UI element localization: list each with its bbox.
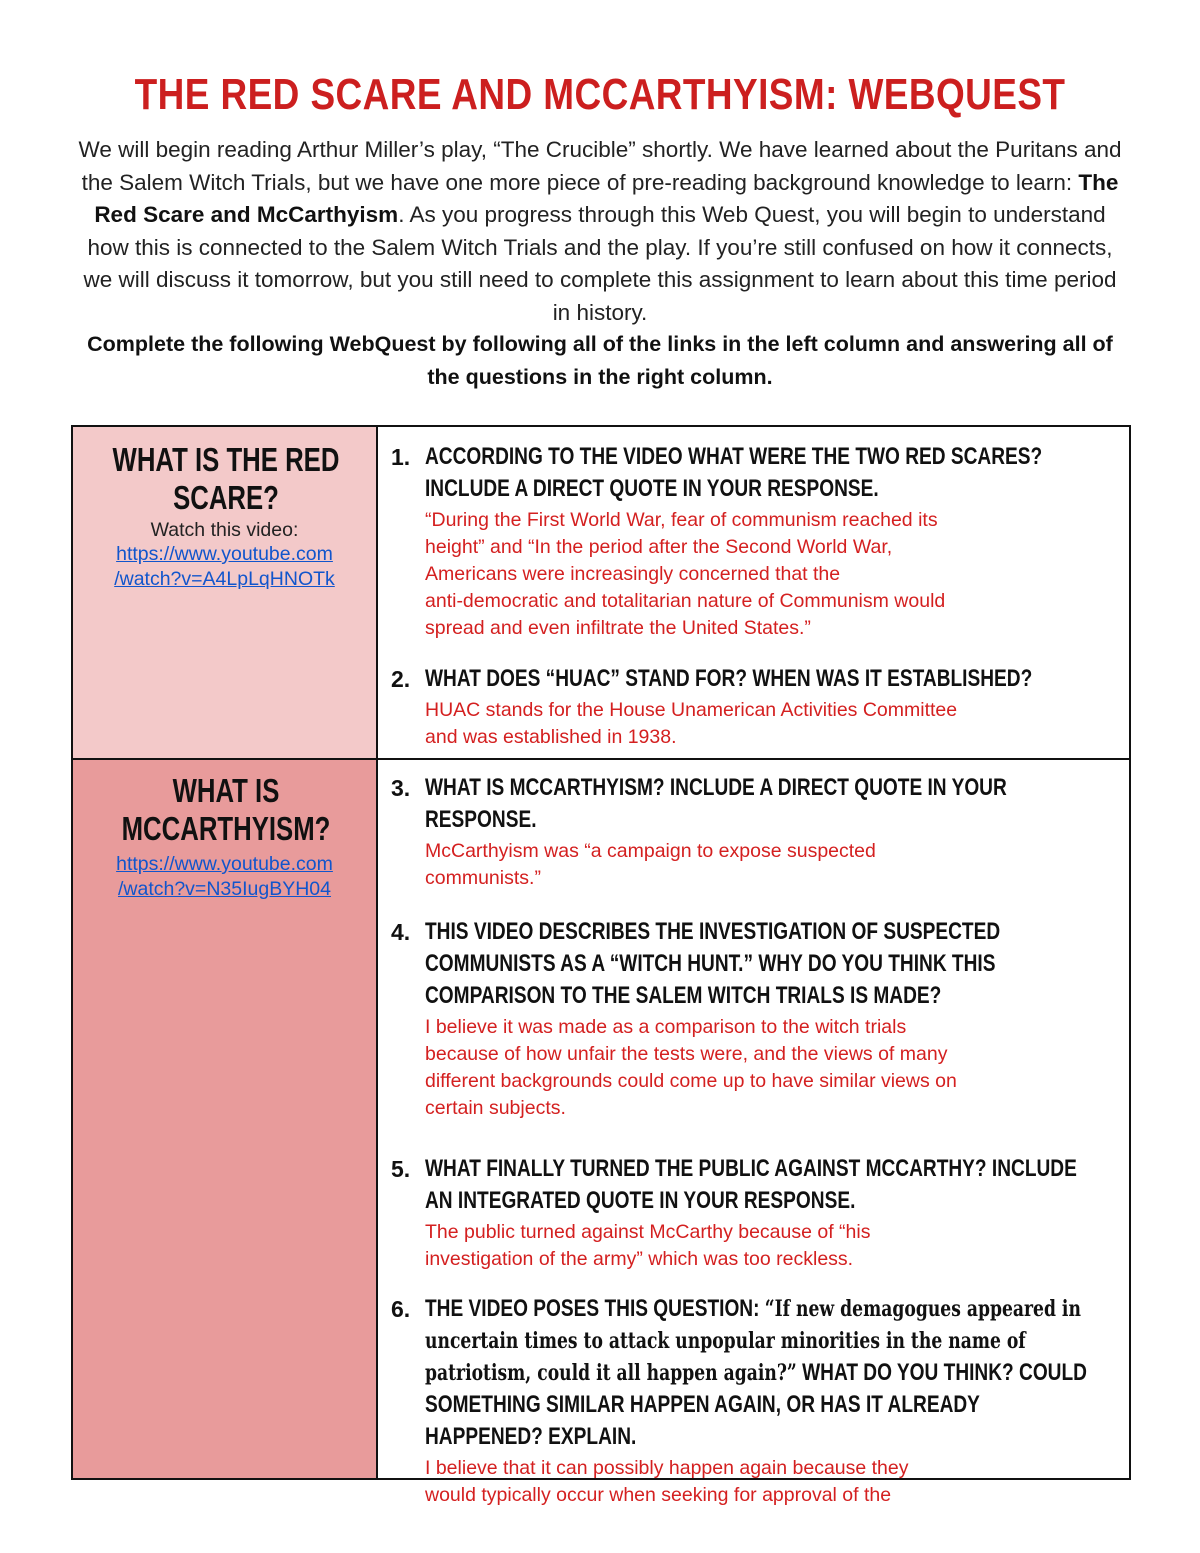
answer-text[interactable]: I believe it was made as a comparison to the witch trials because of how unfair the tests were, and the views of many different backgrounds could come up to have similar views on certain subjects. (425, 1016, 957, 1119)
question-5 (391, 1153, 1111, 1273)
question-text-end: WHAT DO YOU THINK? COULD SOMETHING SIMILAR HAPPEN AGAIN, OR HAS IT ALREADY HAPPENED? EXPLAIN. (425, 1359, 1087, 1450)
answer-text[interactable]: HUAC stands for the House Unamerican Activities Committee and was established in 1938. (425, 699, 958, 748)
question-text: THIS VIDEO DESCRIBES THE INVESTIGATION OF SUSPECTED COMMUNISTS AS A “WITCH HUNT.” WHY DO YOU THINK THIS COMPARISON TO THE SALEM WITCH TRIALS IS MADE? (425, 918, 1001, 1009)
section-red-scare (73, 427, 376, 758)
question-4 (391, 916, 1111, 1122)
webquest-table (71, 425, 1131, 1506)
question-2 (391, 663, 1111, 751)
question-6 (391, 1293, 1111, 1509)
question-text: WHAT DOES “HUAC” STAND FOR? WHEN WAS IT ESTABLISHED? (425, 665, 1033, 692)
question-number: 1. (391, 444, 411, 470)
link-line-1: https://www.youtube.com (116, 543, 333, 565)
intro-text-2: . As you progress through this Web Quest, you will begin to understand how this is connected to the Salem Witch Trials and the play. If you’re still confused on how it connects, we will discuss it tomorrow, but you still need to complete this assignment to learn about this time period in history. (83, 202, 1117, 325)
question-text: WHAT IS MCCARTHYISM? INCLUDE A DIRECT QUOTE IN YOUR RESPONSE. (425, 774, 1007, 833)
question-text (425, 1293, 1099, 1453)
intro-bold-topic: The Red Scare and McCarthyism (94, 169, 1119, 227)
answer-text[interactable]: “During the First World War, fear of communism reached its height” and “In the period after the Second World War, Americans were increasingly concerned that the anti-democratic and totalitarian nature of Communism would spread and even infiltrate the United States.” (425, 509, 946, 639)
question-text: WHAT FINALLY TURNED THE PUBLIC AGAINST MCCARTHY? INCLUDE AN INTEGRATED QUOTE IN YOUR RESPONSE. (425, 1155, 1077, 1214)
question-number: 2. (391, 666, 411, 692)
page-title: THE RED SCARE AND MCCARTHYISM: WEBQUEST (134, 70, 1066, 119)
video-link-mccarthyism[interactable] (73, 852, 376, 902)
instruction-text: Complete the following WebQuest by following all of the links in the left column and answering all of the questions in the right column. (87, 332, 1113, 389)
questions-mccarthyism (378, 760, 1129, 1506)
section-mccarthyism (73, 760, 376, 1478)
section-heading-red-scare: WHAT IS THE RED SCARE? (112, 441, 340, 516)
question-number: 4. (391, 919, 411, 945)
answer-text[interactable]: I believe that it can possibly happen again because they would typically occur when seeking for approval of the (425, 1457, 909, 1506)
question-3 (391, 772, 1111, 892)
question-1 (391, 441, 1111, 642)
questions-red-scare (378, 427, 1129, 758)
question-number: 5. (391, 1156, 411, 1182)
link-line-2: /watch?v=A4LpLqHNOTk (114, 568, 335, 590)
link-line-1: https://www.youtube.com (116, 853, 333, 875)
question-text-start: THE VIDEO POSES THIS QUESTION: (425, 1295, 765, 1322)
link-line-2: /watch?v=N35IugBYH04 (117, 878, 331, 900)
answer-text[interactable]: The public turned against McCarthy because of “his investigation of the army” which was too reckless. (425, 1221, 871, 1270)
watch-label: Watch this video: (150, 519, 299, 541)
answer-text[interactable]: McCarthyism was “a campaign to expose suspected communists.” (425, 840, 876, 889)
section-heading-mccarthyism: WHAT IS MCCARTHYISM? (121, 772, 331, 847)
question-text: ACCORDING TO THE VIDEO WHAT WERE THE TWO RED SCARES? INCLUDE A DIRECT QUOTE IN YOUR RESPONSE. (425, 443, 1043, 502)
intro-paragraph (72, 134, 1128, 329)
question-number: 3. (391, 775, 411, 801)
question-number: 6. (391, 1296, 411, 1322)
intro-text-1: We will begin reading Arthur Miller’s play, “The Crucible” shortly. We have learned about the Puritans and the Salem Witch Trials, but we have one more piece of pre-reading background knowledge to learn: (78, 137, 1122, 195)
question-quote: “If new demagogues appeared in uncertain times to attack unpopular minorities in the name of patriotism, could it all happen again?” (425, 1296, 1081, 1386)
video-link-red-scare[interactable] (73, 542, 376, 592)
